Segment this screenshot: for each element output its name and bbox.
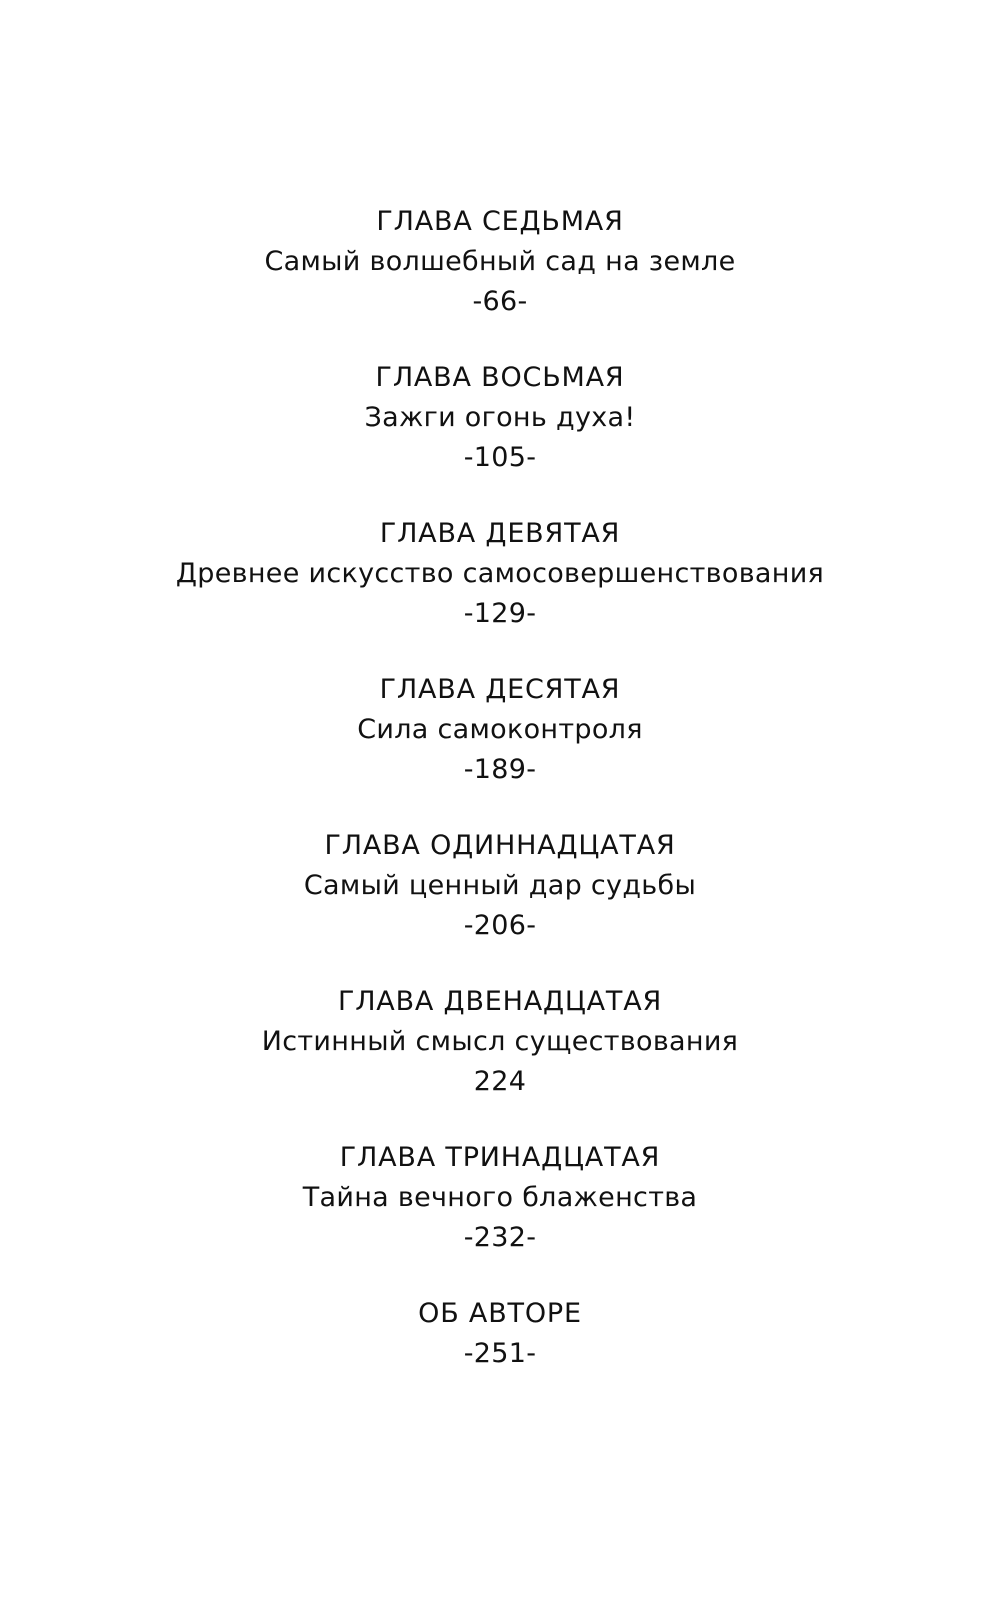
chapter-title: Самый волшебный сад на земле (264, 246, 736, 277)
chapter-heading: ГЛАВА ДЕВЯТАЯ (379, 518, 621, 549)
table-of-contents (0, 202, 1000, 1410)
page-number: -105- (463, 442, 537, 473)
page-number: -232- (463, 1222, 537, 1253)
chapter-heading: ГЛАВА ДВЕНАДЦАТАЯ (337, 986, 663, 1017)
chapter-heading: ГЛАВА ОДИННАДЦАТАЯ (324, 830, 676, 861)
chapter-heading: ГЛАВА ВОСЬМАЯ (375, 362, 625, 393)
chapter-title: Истинный смысл существования (261, 1026, 739, 1057)
toc-entry-chapter-9 (0, 514, 1000, 634)
chapter-title: Сила самоконтроля (357, 714, 643, 745)
chapter-title: Древнее искусство самосовершенствования (175, 558, 825, 589)
chapter-heading: ОБ АВТОРЕ (418, 1298, 582, 1329)
page-number: -189- (463, 754, 537, 785)
chapter-title: Самый ценный дар судьбы (303, 870, 697, 901)
page-number: -251- (463, 1338, 537, 1369)
toc-entry-chapter-11 (0, 826, 1000, 946)
page-number: -129- (463, 598, 537, 629)
page-number: -66- (472, 286, 528, 317)
toc-entry-about-author (0, 1294, 1000, 1374)
toc-entry-chapter-12 (0, 982, 1000, 1102)
chapter-title: Тайна вечного блаженства (302, 1182, 698, 1213)
toc-entry-chapter-10 (0, 670, 1000, 790)
toc-entry-chapter-13 (0, 1138, 1000, 1258)
chapter-heading: ГЛАВА ТРИНАДЦАТАЯ (339, 1142, 661, 1173)
toc-entry-chapter-7 (0, 202, 1000, 322)
chapter-heading: ГЛАВА ДЕСЯТАЯ (379, 674, 621, 705)
chapter-heading: ГЛАВА СЕДЬМАЯ (376, 206, 624, 237)
page-number: 224 (473, 1066, 527, 1097)
page-number: -206- (463, 910, 537, 941)
toc-entry-chapter-8 (0, 358, 1000, 478)
chapter-title: Зажги огонь духа! (364, 402, 636, 433)
